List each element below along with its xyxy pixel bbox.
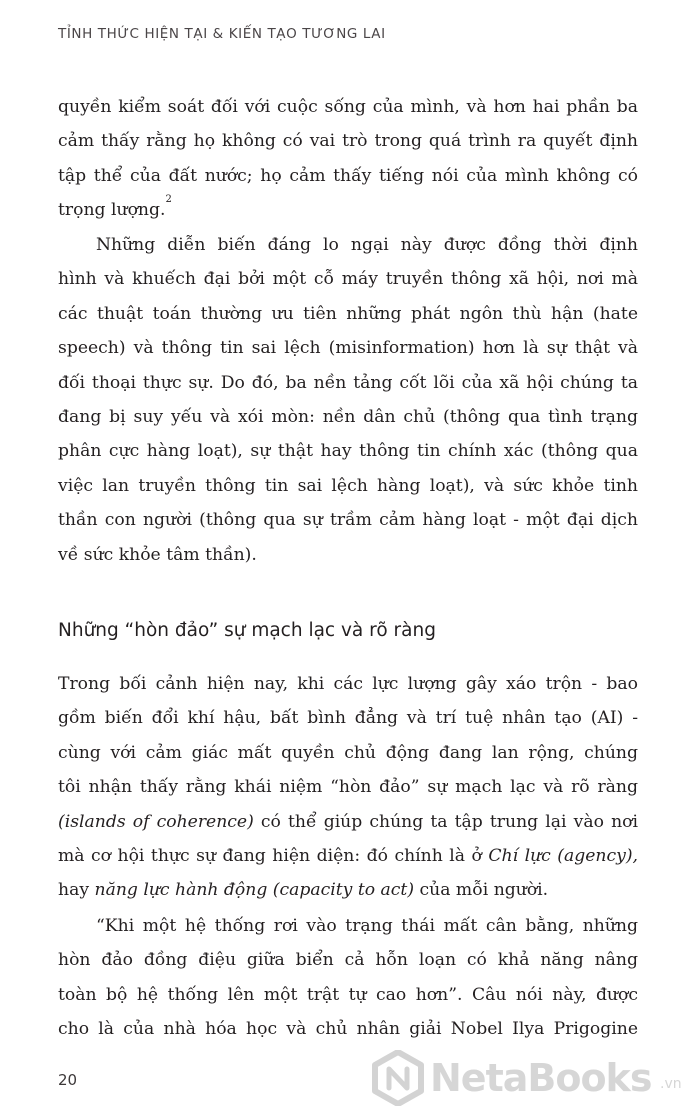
italic-term: Chí lực (agency), <box>488 845 638 866</box>
paragraph-quote <box>58 909 638 1047</box>
text-line: đang bị suy yếu và xói mòn: nền dân chủ (thông qua tình trạng <box>58 406 638 427</box>
text-line: speech) và thông tin sai lệch (misinformation) hơn là sự thật và <box>58 338 638 359</box>
paragraph-islands <box>58 667 638 908</box>
text-line: việc lan truyền thông tin sai lệch hàng loạt), và sức khỏe tinh <box>58 475 638 496</box>
text-line: về sức khỏe tâm thần). <box>58 544 257 565</box>
text-line: tôi nhận thấy rằng khái niệm “hòn đảo” sự mạch lạc và rõ ràng <box>58 777 638 798</box>
italic-term: (islands of coherence) <box>58 811 254 832</box>
text-fragment: có thể giúp chúng ta tập trung lại vào nơi <box>253 811 638 832</box>
text-line: gồm biến đổi khí hậu, bất bình đẳng và trí tuệ nhân tạo (AI) - <box>58 708 638 729</box>
text-line: hòn đảo đồng điệu giữa biển cả hỗn loạn có khả năng nâng <box>58 950 638 971</box>
paragraph-social-media <box>58 228 638 572</box>
text-line <box>58 805 638 839</box>
text-fragment: của mỗi người. <box>414 880 549 901</box>
text-line <box>58 193 638 227</box>
netabooks-logo-icon <box>370 1050 426 1106</box>
watermark <box>370 1050 690 1110</box>
text-line <box>58 839 638 873</box>
text-line: Trong bối cảnh hiện nay, khi các lực lượng gây xáo trộn - bao <box>58 674 638 694</box>
running-head-title: TỈNH THỨC HIỆN TẠI & KIẾN TẠO TƯƠNG LAI <box>58 26 386 42</box>
italic-term: năng lực hành động (capacity to act) <box>94 880 415 901</box>
text-line: thần con người (thông qua sự trầm cảm hàng loạt - một đại dịch <box>58 510 638 531</box>
text-line: Những diễn biến đáng lo ngại này được đồng thời định <box>96 235 638 255</box>
watermark-brand: NetaBooks <box>430 1056 652 1100</box>
text-line: phân cực hàng loạt), sự thật hay thông tin chính xác (thông qua <box>58 441 638 462</box>
section-heading: Những “hòn đảo” sự mạch lạc và rõ ràng <box>58 620 436 641</box>
text-line: tập thể của đất nước; họ cảm thấy tiếng nói của mình không có <box>58 165 638 186</box>
text-line: hình và khuếch đại bởi một cỗ máy truyền thông xã hội, nơi mà <box>58 269 638 290</box>
text-line: cho là của nhà hóa học và chủ nhân giải Nobel Ilya Prigogine <box>58 1019 638 1040</box>
paragraph-continuation <box>58 90 638 228</box>
text-line: toàn bộ hệ thống lên một trật tự cao hơn”. Câu nói này, được <box>58 984 638 1005</box>
text-line: cùng với cảm giác mất quyền chủ động đang lan rộng, chúng <box>58 742 638 763</box>
text-fragment: trọng lượng. <box>58 200 166 221</box>
page-number: 20 <box>58 1071 78 1089</box>
text-line: “Khi một hệ thống rơi vào trạng thái mất cân bằng, những <box>96 916 638 936</box>
text-fragment: mà cơ hội thực sự đang hiện diện: đó chính là ở <box>58 845 489 866</box>
text-line: quyền kiểm soát đối với cuộc sống của mình, và hơn hai phần ba <box>58 97 638 117</box>
watermark-suffix: .vn <box>660 1076 682 1092</box>
text-line: các thuật toán thường ưu tiên những phát ngôn thù hận (hate <box>58 303 638 324</box>
text-line: cảm thấy rằng họ không có vai trò trong quá trình ra quyết định <box>58 131 638 152</box>
text-line <box>58 873 638 907</box>
footnote-reference[interactable]: 2 <box>165 194 172 206</box>
text-line: đối thoại thực sự. Do đó, ba nền tảng cốt lõi của xã hội chúng ta <box>58 372 638 393</box>
text-fragment: hay <box>58 880 95 901</box>
